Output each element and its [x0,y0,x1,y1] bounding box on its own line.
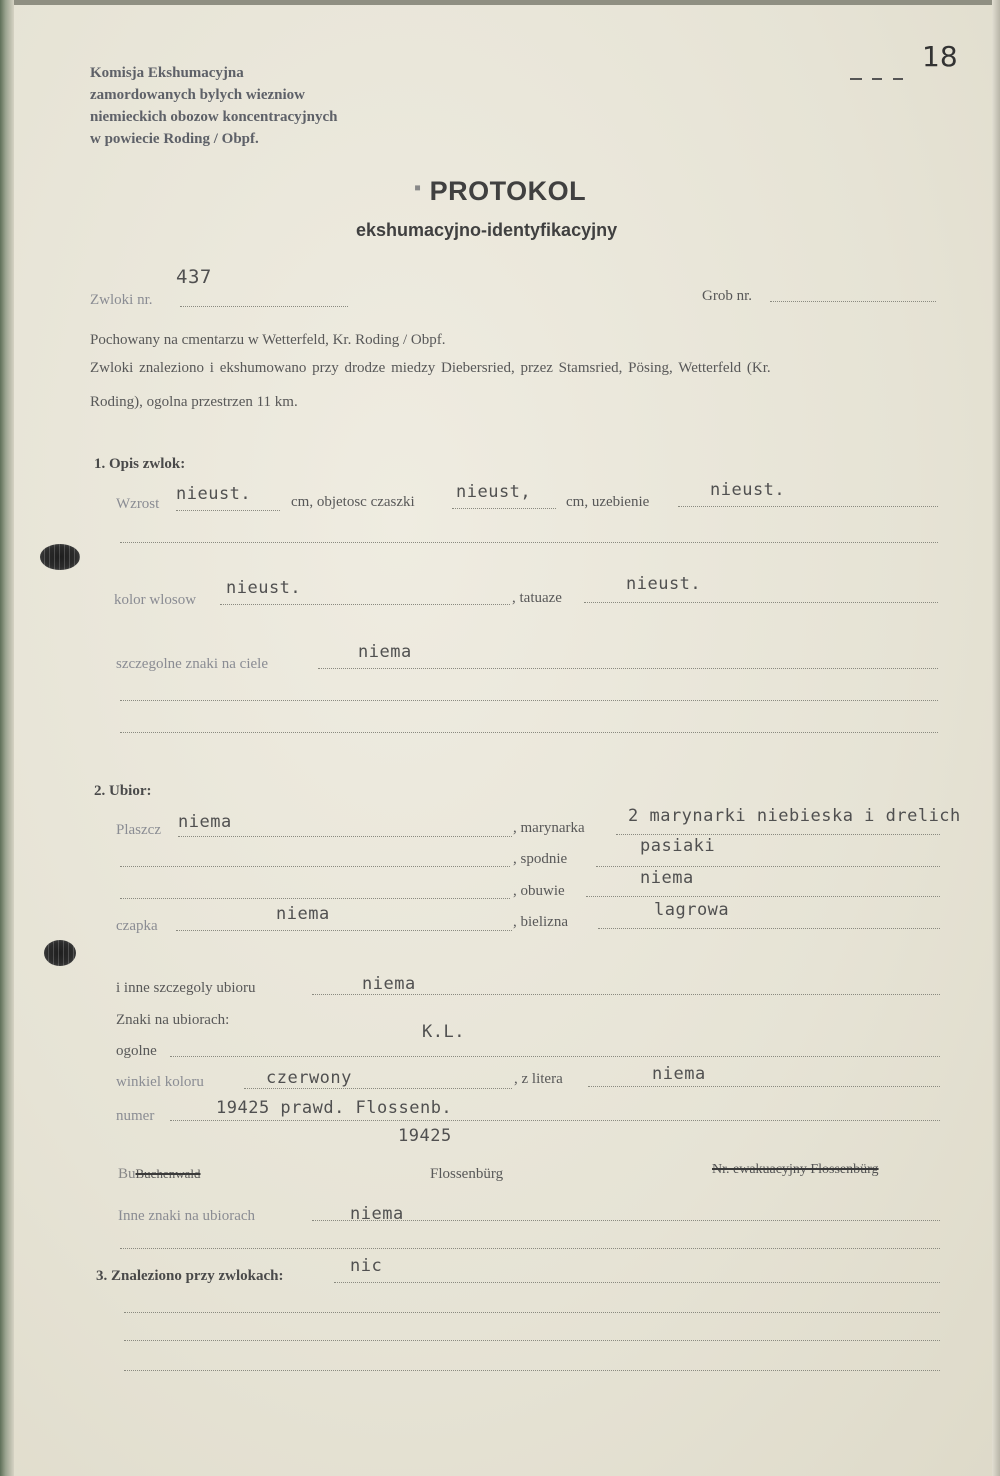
blank-line [120,898,510,899]
coat-label: Plaszcz [116,822,161,838]
body-marks-line [318,668,938,669]
top-edge [0,0,1000,5]
triangle-color-value: czerwony [266,1068,352,1088]
camp-label: BuBuchenwald [118,1166,201,1182]
document-title: ▪ PROTOKOL [414,176,587,206]
dash-mark [850,78,862,80]
body-marks-label: szczegolne znaki na ciele [116,656,268,672]
general-marks-value: K.L. [422,1022,465,1042]
found-location-line-1: Zwloki znaleziono i ekshumowano przy drodze miedzy Diebersried, przez Stamsried, Pösing, Wetterfeld (Kr. [90,360,771,376]
section-3-heading: 3. Znaleziono przy zwlokach: [96,1268,284,1284]
grave-number-line [770,301,936,302]
body-number-line [180,306,348,307]
blank-line [120,700,938,701]
blank-line [124,1340,940,1341]
underwear-line [598,928,940,929]
burial-place-text: Pochowany na cmentarzu w Wetterfeld, Kr. Roding / Obpf. [90,332,446,348]
other-clothing-marks-value: niema [350,1204,404,1224]
shoes-value: niema [640,868,694,888]
skull-label: cm, objetosc czaszki [291,494,415,510]
letter-label: , z litera [514,1071,563,1087]
evacuation-number-label: Nr. ewakuacyjny Flossenbürg [712,1162,879,1177]
punch-hole-lower [44,940,76,966]
document-subtitle: ekshumacyjno-identyfikacyjny [356,220,618,240]
teeth-line [678,506,938,507]
tattoo-line [584,602,938,603]
grave-number-label: Grob nr. [702,288,752,304]
institution-line-4: w powiecie Roding / Obpf. [90,131,259,147]
institution-line-2: zamordowanych bylych wiezniow [90,87,305,103]
trousers-label: , spodnie [513,851,568,867]
jacket-label: , marynarka [513,820,585,836]
height-value: nieust. [176,484,252,504]
other-clothing-marks-label: Inne znaki na ubiorach [118,1208,256,1224]
height-label: Wzrost [116,496,160,512]
camp-value: Flossenbürg [430,1166,504,1182]
found-items-value: nic [350,1256,383,1276]
blank-line [120,732,938,733]
triangle-color-label: winkiel koloru [116,1074,204,1090]
section-2-heading: 2. Ubior: [94,783,152,799]
trousers-value: pasiaki [640,836,716,856]
cap-label: czapka [116,918,158,934]
number-label: numer [116,1108,155,1124]
institution-line-3: niemieckich obozow koncentracyjnych [90,109,338,125]
cap-value: niema [276,904,330,924]
found-items-line [334,1282,940,1283]
tattoo-label: , tatuaze [512,590,562,606]
institution-line-1: Komisja Ekshumacyjna [90,65,244,81]
hair-color-line [220,604,510,605]
tattoo-value: nieust. [626,574,702,594]
blank-line [120,866,510,867]
right-edge [992,0,1000,1476]
page-number: 18 [922,40,958,73]
hair-color-value: nieust. [226,578,302,598]
body-number-label: Zwloki nr. [90,292,153,308]
shoes-label: , obuwie [513,883,565,899]
skull-value: nieust, [456,482,532,502]
trousers-line [596,866,940,867]
other-details-label: i inne szczegoly ubioru [116,980,256,996]
letter-value: niema [652,1064,706,1084]
other-clothing-marks-line [312,1220,940,1221]
general-marks-label: ogolne [116,1043,157,1059]
blank-line [124,1312,940,1313]
found-location-line-2: Roding), ogolna przestrzen 11 km. [90,394,298,410]
blank-line [120,1248,940,1249]
general-marks-line [170,1056,940,1057]
teeth-value: nieust. [710,480,786,500]
letter-line [588,1086,940,1087]
jacket-line [616,834,940,835]
other-details-line [312,994,940,995]
underwear-value: lagrowa [654,900,730,920]
triangle-color-line [244,1088,512,1089]
skull-line [452,508,556,509]
clothing-marks-label: Znaki na ubiorach: [116,1012,230,1028]
blank-line [120,542,938,543]
cap-line [176,930,512,931]
number-line [170,1120,940,1121]
underwear-label: , bielizna [513,914,568,930]
jacket-value: 2 marynarki niebieska i drelich [628,806,961,826]
left-edge [0,0,14,1476]
coat-value: niema [178,812,232,832]
punch-hole-upper [40,544,80,570]
coat-line [178,836,512,837]
number-value-repeat: 19425 [398,1126,452,1146]
number-value: 19425 prawd. Flossenb. [216,1098,453,1118]
teeth-label: cm, uzebienie [566,494,650,510]
body-marks-value: niema [358,642,412,662]
blank-line [124,1370,940,1371]
other-details-value: niema [362,974,416,994]
dash-mark [893,78,903,80]
height-line [176,510,280,511]
shoes-line [586,896,940,897]
body-number-value: 437 [176,266,212,288]
section-1-heading: 1. Opis zwlok: [94,456,186,472]
hair-color-label: kolor wlosow [114,592,197,608]
dash-mark [872,78,882,80]
